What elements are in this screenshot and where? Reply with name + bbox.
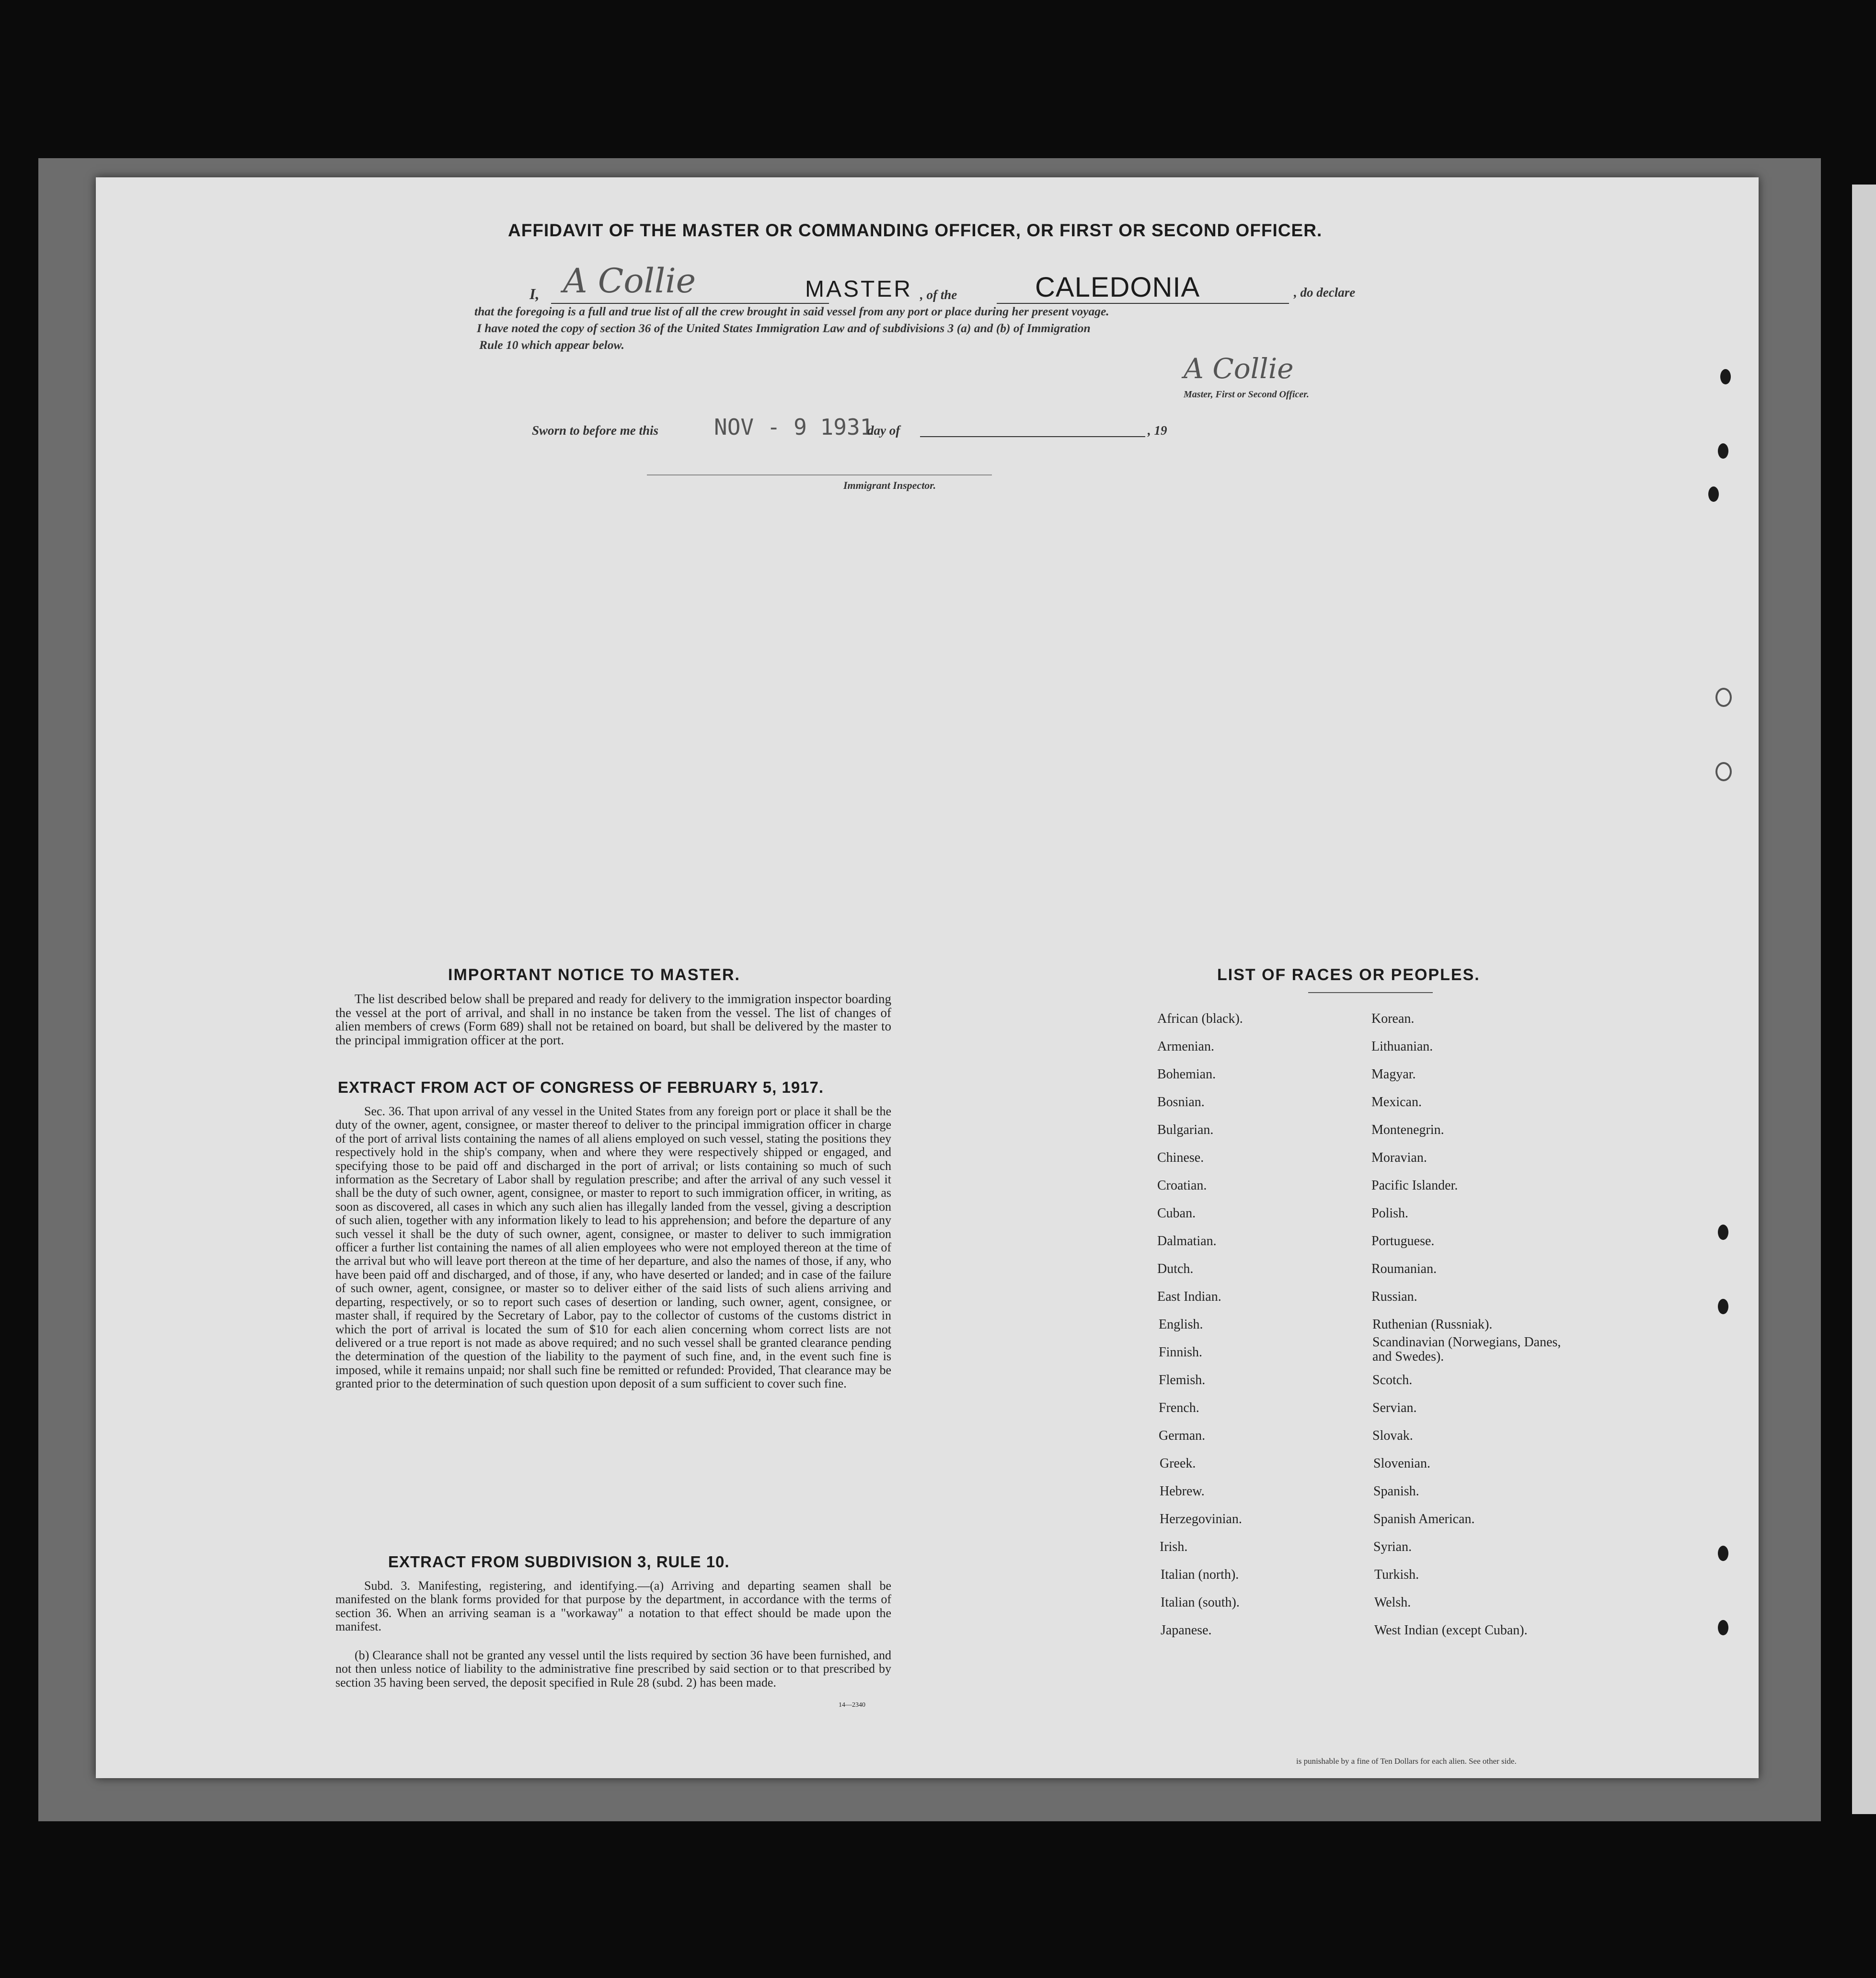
race-item: Scotch. <box>1372 1373 1413 1388</box>
binder-hole <box>1718 1299 1728 1314</box>
day-of-label: day of <box>867 423 900 438</box>
do-declare-label: , do declare <box>1294 285 1356 300</box>
act-text: Sec. 36. That upon arrival of any vessel in the United States from any foreign port or place it shall be the duty of the owner, agent, consignee, or master thereof to deliver to the principal immigration officer in charge of the port of arrival lists containing the names of all aliens employed on such vessel, stating the positions they respectively hold in the ship's company, when and where they were respectively shipped or engaged, and specifying those to be paid off and discharged in the port of arrival; or lists containing so much of such information as the Secretary of Labor shall by regulation prescribe; and after the arrival of any such vessel it shall be the duty of such owner, agent, consignee, or master to report to such immigration officer, in writing, as soon as discovered, all cases in which any such alien has illegally landed from the vessel, giving a description of such alien, together with any information likely to lead to his apprehension; and before the departure of any such vessel it shall be the duty of such owner, agent, consignee, or master to deliver to such immigration officer a further list containing the names of all alien employees who were not employed thereon at the time of the arrival but who will leave port thereon at the time of her departure, and also the names of those, if any, who have been paid off and discharged, and of those, if any, who have deserted or landed; and in case of the failure of such owner, agent, consignee, or master so to deliver either of the said lists of such aliens arriving and departing, respectively, or so to report such cases of desertion or landing, such owner, agent, consignee, or master shall, if required by the Secretary of Labor, pay to the collector of customs of the customs district in which the port of arrival is located the sum of $10 for each alien concerning whom correct lists are not delivered or a true report is not made as above required; and no such vessel shall be granted clearance pending the determination of the question of the liability to the payment of such fine, and, in the event such fine is imposed, while it remains unpaid; nor shall such fine be remitted or refunded: Provided, That clearance may be granted prior to the determination of such question upon deposit of a sum sufficient to cover such fine. <box>335 1104 891 1391</box>
ship-name: CALEDONIA <box>1035 272 1200 303</box>
month-line <box>920 436 1145 437</box>
race-item: Servian. <box>1372 1400 1417 1415</box>
race-item: French. <box>1159 1400 1199 1415</box>
race-item: East Indian. <box>1157 1289 1221 1304</box>
year-label: , 19 <box>1148 423 1167 438</box>
adjacent-page-edge <box>1852 185 1876 1814</box>
race-item: Korean. <box>1371 1011 1415 1026</box>
race-item: Syrian. <box>1373 1539 1412 1554</box>
affidavit-page <box>96 177 1759 1778</box>
date-stamp: NOV - 9 1931 <box>714 414 874 440</box>
binder-hole <box>1708 486 1719 502</box>
binder-hole <box>1720 369 1731 384</box>
race-item: Dutch. <box>1157 1261 1194 1276</box>
race-item: Lithuanian. <box>1371 1039 1433 1054</box>
inspector-line <box>647 474 992 475</box>
race-item: Turkish. <box>1374 1567 1419 1582</box>
race-item: Herzegovinian. <box>1160 1512 1242 1527</box>
race-item: German. <box>1159 1428 1206 1443</box>
race-item: Italian (north). <box>1161 1567 1239 1582</box>
footer-note: is punishable by a fine of Ten Dollars for each alien. See other side. <box>1296 1757 1517 1766</box>
races-heading: LIST OF RACES OR PEOPLES. <box>1217 966 1480 984</box>
race-item: Cuban. <box>1157 1206 1196 1221</box>
declaration-line-2: I have noted the copy of section 36 of the United States Immigration Law and of subdivisions 3 (a) and (b) of Immigration <box>477 321 1091 335</box>
race-item: Bohemian. <box>1157 1067 1216 1082</box>
notice-text: The list described below shall be prepared and ready for delivery to the immigration inspector boarding the vessel at the port of arrival, and shall in no instance be taken from the vessel. The list of changes of alien members of crews (Form 689) shall not be retained on board, but shall be delivered by the master to the principal immigration officer at the port. <box>335 992 891 1047</box>
notice-heading: IMPORTANT NOTICE TO MASTER. <box>448 966 740 984</box>
race-item: West Indian (except Cuban). <box>1374 1623 1528 1638</box>
race-item: Scandinavian (Norwegians, Danes, and Swedes). <box>1372 1335 1561 1364</box>
races-rule <box>1308 992 1433 993</box>
master-word: MASTER <box>805 277 913 302</box>
race-item: Welsh. <box>1374 1595 1411 1610</box>
affidavit-title: AFFIDAVIT OF THE MASTER OR COMMANDING OFFICER, OR FIRST OR SECOND OFFICER. <box>508 220 1323 240</box>
race-item: Ruthenian (Russniak). <box>1372 1317 1493 1332</box>
master-signature: A Collie <box>563 261 696 301</box>
binder-hole <box>1718 1546 1728 1561</box>
i-label: I, <box>529 285 540 302</box>
race-item: Slovak. <box>1372 1428 1413 1443</box>
race-item: Chinese. <box>1157 1150 1204 1165</box>
name-line <box>551 303 829 304</box>
race-item: Moravian. <box>1371 1150 1427 1165</box>
race-item: Hebrew. <box>1160 1484 1205 1499</box>
race-item: Russian. <box>1371 1289 1417 1304</box>
act-heading: EXTRACT FROM ACT OF CONGRESS OF FEBRUARY 5, 1917. <box>338 1078 824 1096</box>
race-item: English. <box>1159 1317 1203 1332</box>
binder-ring <box>1715 762 1732 781</box>
race-item: Roumanian. <box>1371 1261 1437 1276</box>
race-item: Dalmatian. <box>1157 1234 1217 1249</box>
race-item: Bulgarian. <box>1157 1122 1214 1137</box>
race-item: Italian (south). <box>1161 1595 1240 1610</box>
race-item: African (black). <box>1157 1011 1243 1026</box>
race-item: Spanish American. <box>1373 1512 1475 1527</box>
race-item: Montenegrin. <box>1371 1122 1444 1137</box>
officer-signature: A Collie <box>1184 352 1294 385</box>
of-the-label: , of the <box>920 288 957 302</box>
race-item: Bosnian. <box>1157 1095 1205 1110</box>
binder-ring <box>1715 688 1732 707</box>
race-item: Armenian. <box>1157 1039 1214 1054</box>
race-item: Mexican. <box>1371 1095 1422 1110</box>
declaration-line-1: that the foregoing is a full and true list of all the crew brought in said vessel from any port or place during her present voyage. <box>474 304 1109 318</box>
binder-hole <box>1718 1620 1728 1635</box>
declaration-line-3: Rule 10 which appear below. <box>479 338 624 352</box>
sworn-label: Sworn to before me this <box>532 423 659 438</box>
rule-heading: EXTRACT FROM SUBDIVISION 3, RULE 10. <box>388 1553 730 1571</box>
binder-hole <box>1718 1225 1728 1240</box>
race-item: Irish. <box>1160 1539 1188 1554</box>
race-item: Slovenian. <box>1373 1456 1430 1471</box>
race-item: Croatian. <box>1157 1178 1207 1193</box>
race-item: Polish. <box>1371 1206 1409 1221</box>
signature-caption: Master, First or Second Officer. <box>1184 389 1309 400</box>
race-item: Greek. <box>1160 1456 1196 1471</box>
rule-text-b: (b) Clearance shall not be granted any vessel until the lists required by section 36 have been furnished, and not then unless notice of liability to the administrative fine prescribed by said section or to that prescribed by section 35 having been served, the deposit specified in Rule 28 (subd. 2) has been made. <box>335 1648 891 1689</box>
race-item: Spanish. <box>1373 1484 1419 1499</box>
ship-line <box>997 303 1289 304</box>
binder-hole <box>1718 443 1728 459</box>
race-item: Flemish. <box>1159 1373 1206 1388</box>
form-number: 14—2340 <box>839 1701 865 1709</box>
race-item: Magyar. <box>1371 1067 1416 1082</box>
race-item: Japanese. <box>1161 1623 1212 1638</box>
race-item: Pacific Islander. <box>1371 1178 1458 1193</box>
inspector-label: Immigrant Inspector. <box>843 479 936 491</box>
rule-text-a: Subd. 3. Manifesting, registering, and identifying.—(a) Arriving and departing seamen shall be manifested on the blank forms provided for that purpose by the department, in accordance with the terms of section 36. When an arriving seaman is a "workaway" a notation to that effect should be made upon the manifest. <box>335 1579 891 1634</box>
race-item: Finnish. <box>1159 1345 1203 1360</box>
race-item: Portuguese. <box>1371 1234 1435 1249</box>
